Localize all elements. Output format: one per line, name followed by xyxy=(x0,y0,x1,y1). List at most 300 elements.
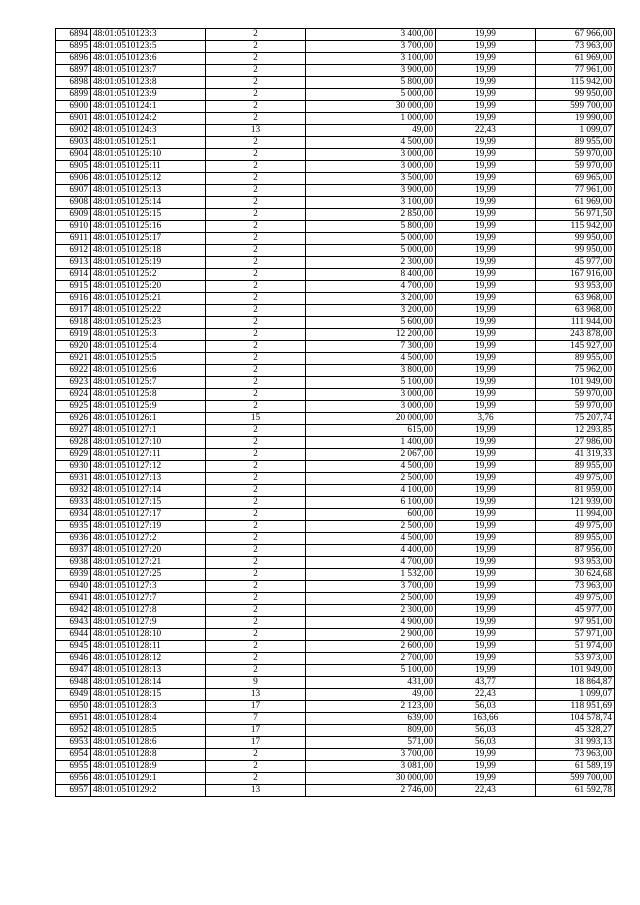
cadastral-number-cell: 48:01:0510125:15 xyxy=(91,209,206,221)
area-cell: 7 300,00 xyxy=(306,341,436,353)
table-row xyxy=(56,281,615,293)
cadastral-number-cell: 48:01:0510127:10 xyxy=(91,437,206,449)
row-number-cell: 6924 xyxy=(56,389,91,401)
value-cell: 53 973,00 xyxy=(536,653,615,665)
table-row xyxy=(56,773,615,785)
row-number-cell: 6943 xyxy=(56,617,91,629)
cadastral-number-cell: 48:01:0510125:9 xyxy=(91,401,206,413)
value-cell: 59 970,00 xyxy=(536,389,615,401)
cadastral-number-cell: 48:01:0510125:22 xyxy=(91,305,206,317)
rate-cell: 163,66 xyxy=(436,713,536,725)
rate-cell: 19,99 xyxy=(436,761,536,773)
area-cell: 2 300,00 xyxy=(306,257,436,269)
table-row xyxy=(56,305,615,317)
row-number-cell: 6936 xyxy=(56,533,91,545)
value-cell: 67 966,00 xyxy=(536,29,615,41)
value-cell: 101 949,00 xyxy=(536,665,615,677)
area-cell: 3 900,00 xyxy=(306,65,436,77)
area-cell: 4 100,00 xyxy=(306,485,436,497)
table-row xyxy=(56,677,615,689)
table-row xyxy=(56,101,615,113)
row-number-cell: 6895 xyxy=(56,41,91,53)
category-code-cell: 2 xyxy=(206,209,306,221)
rate-cell: 19,99 xyxy=(436,353,536,365)
value-cell: 99 950,00 xyxy=(536,89,615,101)
area-cell: 30 000,00 xyxy=(306,101,436,113)
area-cell: 12 200,00 xyxy=(306,329,436,341)
category-code-cell: 17 xyxy=(206,737,306,749)
rate-cell: 19,99 xyxy=(436,605,536,617)
value-cell: 77 961,00 xyxy=(536,65,615,77)
table-row xyxy=(56,569,615,581)
rate-cell: 19,99 xyxy=(436,341,536,353)
value-cell: 56 971,50 xyxy=(536,209,615,221)
cadastral-number-cell: 48:01:0510125:1 xyxy=(91,137,206,149)
category-code-cell: 2 xyxy=(206,605,306,617)
table-row xyxy=(56,629,615,641)
category-code-cell: 2 xyxy=(206,77,306,89)
rate-cell: 19,99 xyxy=(436,497,536,509)
row-number-cell: 6897 xyxy=(56,65,91,77)
table-row xyxy=(56,29,615,41)
table-row xyxy=(56,533,615,545)
cadastral-number-cell: 48:01:0510127:21 xyxy=(91,557,206,569)
value-cell: 97 951,00 xyxy=(536,617,615,629)
area-cell: 4 400,00 xyxy=(306,545,436,557)
table-row xyxy=(56,257,615,269)
row-number-cell: 6946 xyxy=(56,653,91,665)
category-code-cell: 2 xyxy=(206,773,306,785)
table-row xyxy=(56,449,615,461)
rate-cell: 19,99 xyxy=(436,377,536,389)
cadastral-number-cell: 48:01:0510127:12 xyxy=(91,461,206,473)
rate-cell: 19,99 xyxy=(436,473,536,485)
row-number-cell: 6912 xyxy=(56,245,91,257)
value-cell: 30 624,68 xyxy=(536,569,615,581)
row-number-cell: 6952 xyxy=(56,725,91,737)
row-number-cell: 6916 xyxy=(56,293,91,305)
value-cell: 93 953,00 xyxy=(536,557,615,569)
value-cell: 121 939,00 xyxy=(536,497,615,509)
table-row xyxy=(56,197,615,209)
value-cell: 61 589,19 xyxy=(536,761,615,773)
table-row xyxy=(56,581,615,593)
area-cell: 3 700,00 xyxy=(306,749,436,761)
category-code-cell: 2 xyxy=(206,281,306,293)
table-row xyxy=(56,473,615,485)
value-cell: 99 950,00 xyxy=(536,233,615,245)
value-cell: 45 977,00 xyxy=(536,605,615,617)
value-cell: 63 968,00 xyxy=(536,293,615,305)
table-row xyxy=(56,137,615,149)
table-row xyxy=(56,65,615,77)
value-cell: 87 956,00 xyxy=(536,545,615,557)
value-cell: 104 578,74 xyxy=(536,713,615,725)
row-number-cell: 6947 xyxy=(56,665,91,677)
value-cell: 599 700,00 xyxy=(536,101,615,113)
row-number-cell: 6909 xyxy=(56,209,91,221)
row-number-cell: 6901 xyxy=(56,113,91,125)
rate-cell: 19,99 xyxy=(436,257,536,269)
category-code-cell: 2 xyxy=(206,221,306,233)
area-cell: 2 700,00 xyxy=(306,653,436,665)
category-code-cell: 2 xyxy=(206,617,306,629)
value-cell: 81 959,00 xyxy=(536,485,615,497)
cadastral-number-cell: 48:01:0510123:5 xyxy=(91,41,206,53)
area-cell: 2 900,00 xyxy=(306,629,436,641)
cadastral-number-cell: 48:01:0510129:1 xyxy=(91,773,206,785)
area-cell: 6 100,00 xyxy=(306,497,436,509)
table-row xyxy=(56,509,615,521)
category-code-cell: 2 xyxy=(206,293,306,305)
row-number-cell: 6918 xyxy=(56,317,91,329)
value-cell: 599 700,00 xyxy=(536,773,615,785)
category-code-cell: 2 xyxy=(206,317,306,329)
table-row xyxy=(56,641,615,653)
area-cell: 2 600,00 xyxy=(306,641,436,653)
cadastral-number-cell: 48:01:0510125:13 xyxy=(91,185,206,197)
area-cell: 3 000,00 xyxy=(306,389,436,401)
category-code-cell: 2 xyxy=(206,509,306,521)
rate-cell: 19,99 xyxy=(436,149,536,161)
table-row xyxy=(56,725,615,737)
cadastral-number-cell: 48:01:0510127:17 xyxy=(91,509,206,521)
table-row xyxy=(56,269,615,281)
rate-cell: 19,99 xyxy=(436,41,536,53)
area-cell: 600,00 xyxy=(306,509,436,521)
category-code-cell: 13 xyxy=(206,689,306,701)
table-row xyxy=(56,53,615,65)
rate-cell: 19,99 xyxy=(436,317,536,329)
value-cell: 57 971,00 xyxy=(536,629,615,641)
area-cell: 5 000,00 xyxy=(306,89,436,101)
row-number-cell: 6894 xyxy=(56,29,91,41)
value-cell: 73 963,00 xyxy=(536,749,615,761)
row-number-cell: 6914 xyxy=(56,269,91,281)
category-code-cell: 2 xyxy=(206,377,306,389)
cadastral-number-cell: 48:01:0510125:6 xyxy=(91,365,206,377)
cadastral-number-cell: 48:01:0510127:2 xyxy=(91,533,206,545)
category-code-cell: 2 xyxy=(206,485,306,497)
cadastral-number-cell: 48:01:0510128:13 xyxy=(91,665,206,677)
area-cell: 3 100,00 xyxy=(306,197,436,209)
table-row xyxy=(56,437,615,449)
cadastral-number-cell: 48:01:0510125:5 xyxy=(91,353,206,365)
value-cell: 75 207,74 xyxy=(536,413,615,425)
table-row xyxy=(56,161,615,173)
cadastral-number-cell: 48:01:0510128:14 xyxy=(91,677,206,689)
row-number-cell: 6942 xyxy=(56,605,91,617)
area-cell: 2 500,00 xyxy=(306,473,436,485)
category-code-cell: 9 xyxy=(206,677,306,689)
value-cell: 99 950,00 xyxy=(536,245,615,257)
cadastral-number-cell: 48:01:0510124:2 xyxy=(91,113,206,125)
table-row xyxy=(56,377,615,389)
value-cell: 89 955,00 xyxy=(536,137,615,149)
cadastral-number-cell: 48:01:0510128:8 xyxy=(91,749,206,761)
rate-cell: 22,43 xyxy=(436,785,536,797)
category-code-cell: 2 xyxy=(206,269,306,281)
area-cell: 2 300,00 xyxy=(306,605,436,617)
category-code-cell: 7 xyxy=(206,713,306,725)
row-number-cell: 6929 xyxy=(56,449,91,461)
value-cell: 31 993,13 xyxy=(536,737,615,749)
rate-cell: 19,99 xyxy=(436,233,536,245)
category-code-cell: 2 xyxy=(206,389,306,401)
area-cell: 4 500,00 xyxy=(306,461,436,473)
area-cell: 5 000,00 xyxy=(306,245,436,257)
value-cell: 77 961,00 xyxy=(536,185,615,197)
area-cell: 2 500,00 xyxy=(306,521,436,533)
row-number-cell: 6917 xyxy=(56,305,91,317)
cadastral-number-cell: 48:01:0510126:1 xyxy=(91,413,206,425)
table-row xyxy=(56,173,615,185)
value-cell: 45 977,00 xyxy=(536,257,615,269)
table-row xyxy=(56,413,615,425)
area-cell: 639,00 xyxy=(306,713,436,725)
rate-cell: 19,99 xyxy=(436,653,536,665)
cadastral-number-cell: 48:01:0510128:6 xyxy=(91,737,206,749)
rate-cell: 19,99 xyxy=(436,185,536,197)
rate-cell: 19,99 xyxy=(436,329,536,341)
row-number-cell: 6940 xyxy=(56,581,91,593)
category-code-cell: 2 xyxy=(206,305,306,317)
row-number-cell: 6926 xyxy=(56,413,91,425)
area-cell: 3 700,00 xyxy=(306,41,436,53)
area-cell: 4 500,00 xyxy=(306,137,436,149)
category-code-cell: 2 xyxy=(206,497,306,509)
category-code-cell: 2 xyxy=(206,89,306,101)
table-row xyxy=(56,749,615,761)
table-row xyxy=(56,401,615,413)
area-cell: 1 400,00 xyxy=(306,437,436,449)
cadastral-number-cell: 48:01:0510127:3 xyxy=(91,581,206,593)
value-cell: 51 974,00 xyxy=(536,641,615,653)
table-row xyxy=(56,41,615,53)
value-cell: 89 955,00 xyxy=(536,461,615,473)
area-cell: 5 800,00 xyxy=(306,77,436,89)
category-code-cell: 2 xyxy=(206,365,306,377)
table-row xyxy=(56,737,615,749)
category-code-cell: 2 xyxy=(206,569,306,581)
row-number-cell: 6899 xyxy=(56,89,91,101)
rate-cell: 19,99 xyxy=(436,245,536,257)
area-cell: 2 067,00 xyxy=(306,449,436,461)
cadastral-number-cell: 48:01:0510125:8 xyxy=(91,389,206,401)
row-number-cell: 6908 xyxy=(56,197,91,209)
table-row xyxy=(56,233,615,245)
row-number-cell: 6915 xyxy=(56,281,91,293)
value-cell: 61 592,78 xyxy=(536,785,615,797)
category-code-cell: 2 xyxy=(206,137,306,149)
rate-cell: 19,99 xyxy=(436,29,536,41)
table-row xyxy=(56,329,615,341)
area-cell: 3 500,00 xyxy=(306,173,436,185)
row-number-cell: 6935 xyxy=(56,521,91,533)
value-cell: 45 328,27 xyxy=(536,725,615,737)
rate-cell: 56,03 xyxy=(436,725,536,737)
cadastral-number-cell: 48:01:0510127:20 xyxy=(91,545,206,557)
cadastral-number-cell: 48:01:0510124:3 xyxy=(91,125,206,137)
category-code-cell: 2 xyxy=(206,437,306,449)
cadastral-number-cell: 48:01:0510125:21 xyxy=(91,293,206,305)
table-row xyxy=(56,557,615,569)
value-cell: 118 951,69 xyxy=(536,701,615,713)
value-cell: 75 962,00 xyxy=(536,365,615,377)
row-number-cell: 6951 xyxy=(56,713,91,725)
rate-cell: 19,99 xyxy=(436,89,536,101)
area-cell: 2 500,00 xyxy=(306,593,436,605)
cadastral-number-cell: 48:01:0510125:11 xyxy=(91,161,206,173)
value-cell: 115 942,00 xyxy=(536,221,615,233)
table-row xyxy=(56,497,615,509)
area-cell: 5 100,00 xyxy=(306,665,436,677)
value-cell: 145 927,00 xyxy=(536,341,615,353)
cadastral-number-cell: 48:01:0510127:25 xyxy=(91,569,206,581)
cadastral-number-cell: 48:01:0510127:13 xyxy=(91,473,206,485)
rate-cell: 56,03 xyxy=(436,701,536,713)
area-cell: 1 532,00 xyxy=(306,569,436,581)
row-number-cell: 6939 xyxy=(56,569,91,581)
cadastral-number-cell: 48:01:0510123:9 xyxy=(91,89,206,101)
table-row xyxy=(56,125,615,137)
cadastral-number-cell: 48:01:0510128:10 xyxy=(91,629,206,641)
row-number-cell: 6910 xyxy=(56,221,91,233)
area-cell: 5 600,00 xyxy=(306,317,436,329)
table-row xyxy=(56,521,615,533)
category-code-cell: 2 xyxy=(206,533,306,545)
value-cell: 89 955,00 xyxy=(536,353,615,365)
category-code-cell: 2 xyxy=(206,749,306,761)
value-cell: 12 293,85 xyxy=(536,425,615,437)
area-cell: 20 000,00 xyxy=(306,413,436,425)
row-number-cell: 6906 xyxy=(56,173,91,185)
row-number-cell: 6949 xyxy=(56,689,91,701)
table-row xyxy=(56,593,615,605)
row-number-cell: 6953 xyxy=(56,737,91,749)
value-cell: 101 949,00 xyxy=(536,377,615,389)
value-cell: 27 986,00 xyxy=(536,437,615,449)
category-code-cell: 2 xyxy=(206,401,306,413)
category-code-cell: 2 xyxy=(206,425,306,437)
area-cell: 5 800,00 xyxy=(306,221,436,233)
row-number-cell: 6928 xyxy=(56,437,91,449)
area-cell: 2 746,00 xyxy=(306,785,436,797)
rate-cell: 19,99 xyxy=(436,581,536,593)
area-cell: 615,00 xyxy=(306,425,436,437)
cadastral-number-cell: 48:01:0510125:17 xyxy=(91,233,206,245)
category-code-cell: 2 xyxy=(206,149,306,161)
table-row xyxy=(56,341,615,353)
cadastral-number-cell: 48:01:0510127:9 xyxy=(91,617,206,629)
row-number-cell: 6956 xyxy=(56,773,91,785)
table-row xyxy=(56,149,615,161)
cadastral-table xyxy=(55,28,615,797)
rate-cell: 19,99 xyxy=(436,557,536,569)
cadastral-number-cell: 48:01:0510127:11 xyxy=(91,449,206,461)
value-cell: 1 099,07 xyxy=(536,689,615,701)
rate-cell: 19,99 xyxy=(436,137,536,149)
area-cell: 3 000,00 xyxy=(306,149,436,161)
table-row xyxy=(56,113,615,125)
table-row xyxy=(56,605,615,617)
rate-cell: 19,99 xyxy=(436,269,536,281)
rate-cell: 19,99 xyxy=(436,293,536,305)
area-cell: 3 400,00 xyxy=(306,29,436,41)
table-row xyxy=(56,293,615,305)
cadastral-number-cell: 48:01:0510125:14 xyxy=(91,197,206,209)
cadastral-number-cell: 48:01:0510128:5 xyxy=(91,725,206,737)
cadastral-number-cell: 48:01:0510128:15 xyxy=(91,689,206,701)
area-cell: 4 500,00 xyxy=(306,353,436,365)
rate-cell: 19,99 xyxy=(436,593,536,605)
table-row xyxy=(56,485,615,497)
rate-cell: 19,99 xyxy=(436,281,536,293)
table-row xyxy=(56,317,615,329)
value-cell: 49 975,00 xyxy=(536,473,615,485)
row-number-cell: 6920 xyxy=(56,341,91,353)
table-row xyxy=(56,785,615,797)
value-cell: 73 963,00 xyxy=(536,41,615,53)
rate-cell: 19,99 xyxy=(436,509,536,521)
area-cell: 3 800,00 xyxy=(306,365,436,377)
category-code-cell: 2 xyxy=(206,41,306,53)
category-code-cell: 2 xyxy=(206,593,306,605)
area-cell: 809,00 xyxy=(306,725,436,737)
rate-cell: 19,99 xyxy=(436,641,536,653)
row-number-cell: 6957 xyxy=(56,785,91,797)
value-cell: 19 990,00 xyxy=(536,113,615,125)
area-cell: 5 000,00 xyxy=(306,233,436,245)
table-row xyxy=(56,701,615,713)
row-number-cell: 6944 xyxy=(56,629,91,641)
category-code-cell: 2 xyxy=(206,197,306,209)
area-cell: 3 700,00 xyxy=(306,581,436,593)
area-cell: 8 400,00 xyxy=(306,269,436,281)
category-code-cell: 2 xyxy=(206,29,306,41)
area-cell: 30 000,00 xyxy=(306,773,436,785)
row-number-cell: 6934 xyxy=(56,509,91,521)
row-number-cell: 6931 xyxy=(56,473,91,485)
rate-cell: 19,99 xyxy=(436,161,536,173)
category-code-cell: 2 xyxy=(206,521,306,533)
category-code-cell: 2 xyxy=(206,449,306,461)
category-code-cell: 2 xyxy=(206,53,306,65)
area-cell: 3 200,00 xyxy=(306,293,436,305)
rate-cell: 19,99 xyxy=(436,665,536,677)
rate-cell: 19,99 xyxy=(436,77,536,89)
category-code-cell: 2 xyxy=(206,473,306,485)
row-number-cell: 6937 xyxy=(56,545,91,557)
value-cell: 89 955,00 xyxy=(536,533,615,545)
cadastral-number-cell: 48:01:0510125:23 xyxy=(91,317,206,329)
cadastral-number-cell: 48:01:0510125:2 xyxy=(91,269,206,281)
cadastral-number-cell: 48:01:0510128:9 xyxy=(91,761,206,773)
rate-cell: 19,99 xyxy=(436,197,536,209)
cadastral-number-cell: 48:01:0510123:3 xyxy=(91,29,206,41)
area-cell: 2 850,00 xyxy=(306,209,436,221)
rate-cell: 19,99 xyxy=(436,437,536,449)
value-cell: 63 968,00 xyxy=(536,305,615,317)
rate-cell: 19,99 xyxy=(436,569,536,581)
cadastral-number-cell: 48:01:0510125:19 xyxy=(91,257,206,269)
category-code-cell: 2 xyxy=(206,185,306,197)
area-cell: 571,00 xyxy=(306,737,436,749)
rate-cell: 19,99 xyxy=(436,461,536,473)
rate-cell: 22,43 xyxy=(436,125,536,137)
category-code-cell: 17 xyxy=(206,701,306,713)
cadastral-number-cell: 48:01:0510127:19 xyxy=(91,521,206,533)
